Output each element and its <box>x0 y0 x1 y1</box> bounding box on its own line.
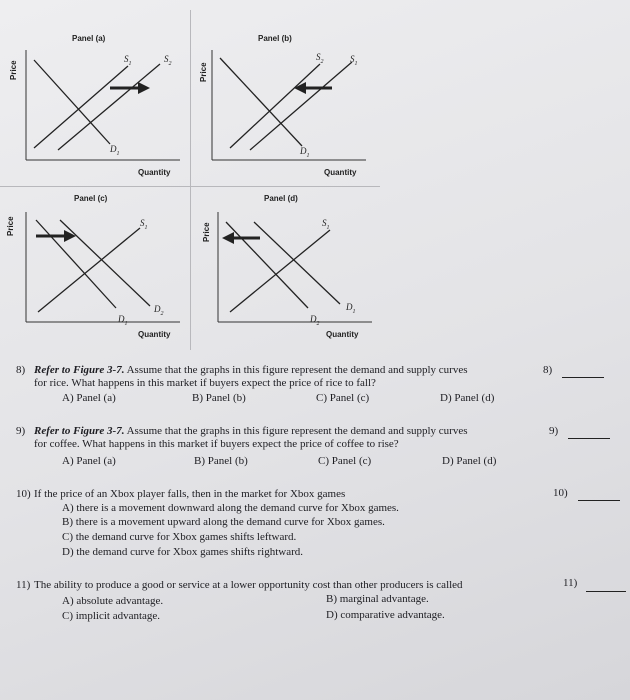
question-11-option-b[interactable]: B) marginal advantage. <box>326 593 429 605</box>
panel-a-demand-d1 <box>34 60 110 144</box>
question-11-number: 11) <box>16 579 31 591</box>
question-11-text-line1: The ability to produce a good or service at a lower opportunity cost than other producers is called <box>34 579 463 591</box>
question-9-answer-label: 9) <box>549 425 559 437</box>
question-9-number: 9) <box>16 425 26 437</box>
panel-b-label-d1: $D_1$ <box>300 146 310 159</box>
panel-d-label-d1: $D_1$ <box>346 302 356 315</box>
panel-b-y-axis-label: Price <box>199 62 208 82</box>
question-9-option-b[interactable]: B) Panel (b) <box>194 455 248 467</box>
question-8-text-line1: Assume that the graphs in this figure represent the demand and supply curves <box>124 364 468 376</box>
panel-a-x-axis-label: Quantity <box>138 168 171 177</box>
panel-d-label-d2: $D_2$ <box>310 314 320 327</box>
panel-b-label-s1: $S_1$ <box>350 54 358 67</box>
question-10-number: 10) <box>16 488 31 500</box>
panel-c-label-d1: $D_1$ <box>118 314 128 327</box>
panel-b-graph <box>190 0 380 186</box>
panel-b-supply-s2 <box>230 64 320 148</box>
panel-a <box>0 0 190 186</box>
panel-c-label-s1: $S_1$ <box>140 218 148 231</box>
panel-d-graph <box>190 186 380 350</box>
panel-a-label-d1: $D_1$ <box>110 144 120 157</box>
question-10-answer-blank[interactable] <box>578 500 620 501</box>
panel-c-title: Panel (c) <box>74 194 108 203</box>
panel-d-title: Panel (d) <box>264 194 298 203</box>
question-8-option-b[interactable]: B) Panel (b) <box>192 392 246 404</box>
question-9-option-a[interactable]: A) Panel (a) <box>62 455 116 467</box>
panel-b <box>190 0 380 186</box>
panel-b-title: Panel (b) <box>258 34 292 43</box>
panel-c-supply-s1 <box>38 228 140 312</box>
question-11-option-a[interactable]: A) absolute advantage. <box>62 595 164 607</box>
panel-d-arrow-head <box>222 232 234 244</box>
question-9-text-line2: for coffee. What happens in this market if buyers expect the price of coffee to rise? <box>34 438 399 450</box>
panel-a-label-s2: $S_2$ <box>164 54 172 67</box>
panel-c-arrow-head <box>64 230 76 242</box>
question-9-option-c[interactable]: C) Panel (c) <box>318 455 372 467</box>
question-8-option-d[interactable]: D) Panel (d) <box>440 392 495 404</box>
question-10-text-line1: If the price of an Xbox player falls, then in the market for Xbox games <box>34 488 346 500</box>
panel-d-x-axis-label: Quantity <box>326 330 359 339</box>
question-8-lead: Refer to Figure 3-7. <box>34 364 125 376</box>
question-9-answer-blank[interactable] <box>568 438 610 439</box>
question-8-answer-blank[interactable] <box>562 377 604 378</box>
panel-c-y-axis-label: Price <box>6 216 15 236</box>
question-11-answer-label: 11) <box>563 577 578 589</box>
question-9-option-d[interactable]: D) Panel (d) <box>442 455 497 467</box>
panel-c-demand-d2 <box>60 220 150 306</box>
panel-a-y-axis-label: Price <box>9 60 18 80</box>
question-8-option-a[interactable]: A) Panel (a) <box>62 392 116 404</box>
panel-d-demand-d1 <box>254 222 340 304</box>
question-10-answer-label: 10) <box>553 487 568 499</box>
panel-b-x-axis-label: Quantity <box>324 168 357 177</box>
question-11-option-c[interactable]: C) implicit advantage. <box>62 610 161 622</box>
question-10-option-d[interactable]: D) the demand curve for Xbox games shifts rightward. <box>62 546 304 558</box>
question-11-answer-blank[interactable] <box>586 591 626 592</box>
panel-c-label-d2: $D_2$ <box>154 304 164 317</box>
question-10 <box>16 488 534 501</box>
panel-d-y-axis-label: Price <box>202 222 211 242</box>
panel-c-x-axis-label: Quantity <box>138 330 171 339</box>
panel-b-arrow-head <box>294 82 306 94</box>
panel-a-supply-s1 <box>34 66 128 148</box>
question-11-option-d[interactable]: D) comparative advantage. <box>326 609 445 621</box>
question-10-option-c[interactable]: C) the demand curve for Xbox games shifts leftward. <box>62 531 297 543</box>
question-10-option-b[interactable]: B) there is a movement upward along the demand curve for Xbox games. <box>62 516 385 528</box>
question-9-lead: Refer to Figure 3-7. <box>34 425 125 437</box>
panel-b-demand-d1 <box>220 58 302 146</box>
panel-a-graph <box>0 0 190 186</box>
panel-c-graph <box>0 186 190 350</box>
panel-d-label-s1: $S_1$ <box>322 218 330 231</box>
question-8-option-c[interactable]: C) Panel (c) <box>316 392 370 404</box>
question-9-text-line1: Assume that the graphs in this figure represent the demand and supply curves <box>124 425 468 437</box>
panel-a-title: Panel (a) <box>72 34 106 43</box>
question-8-text-line2: for rice. What happens in this market if buyers expect the price of rice to fall? <box>34 377 376 389</box>
panel-a-supply-s2 <box>58 64 160 150</box>
panel-b-label-s2: $S_2$ <box>316 52 324 65</box>
panel-c <box>0 186 190 350</box>
question-10-option-a[interactable]: A) there is a movement downward along the demand curve for Xbox games. <box>62 502 399 514</box>
question-8-number: 8) <box>16 364 26 376</box>
question-9 <box>16 425 544 451</box>
question-8-answer-label: 8) <box>543 364 553 376</box>
panel-c-demand-d1 <box>36 220 116 308</box>
panel-d <box>190 186 380 350</box>
question-11 <box>16 579 554 592</box>
panel-a-label-s1: $S_1$ <box>124 54 132 67</box>
question-8 <box>16 364 534 390</box>
panel-a-arrow-head <box>138 82 150 94</box>
